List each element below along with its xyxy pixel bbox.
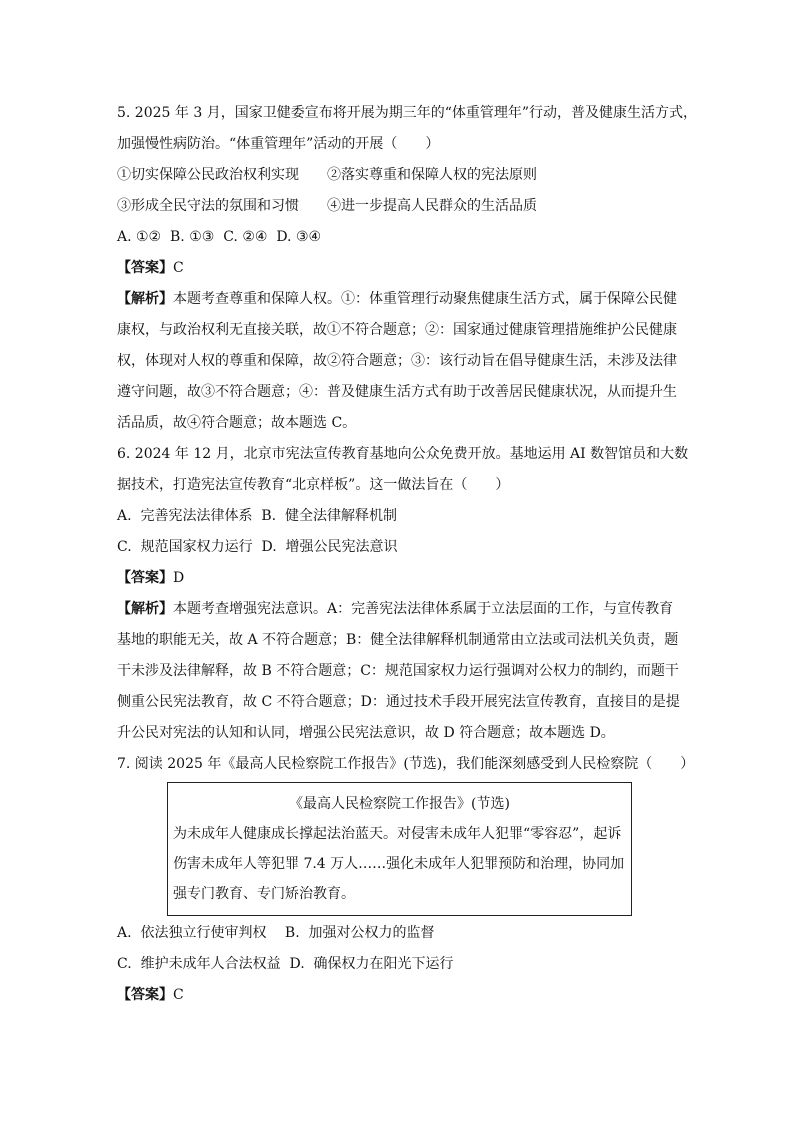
question-stem: 5. 2025 年 3 月，国家卫健委宣布将开展为期三年的“体重管理年”行动，普及健康生活方式， [117, 105, 698, 121]
analysis-text: 升公民对宪法的认知和认同，增强公民宪法意识，故 D 符合题意；故本题选 D。 [117, 725, 615, 741]
question-stem: 加强慢性病防治。“体重管理年”活动的开展（ ） [117, 136, 440, 152]
report-excerpt-box [167, 782, 632, 916]
answer-options: A. 依法独立行使审判权 B. 加强对公权力的监督 [117, 925, 435, 941]
analysis-text: 本题考查尊重和保障人权。①：体重管理行动聚焦健康生活方式，属于保障公民健 [173, 291, 677, 307]
answer-value: D [173, 570, 185, 586]
analysis-text: 干未涉及法律解释，故 B 不符合题意；C：规范国家权力运行强调对公权力的制约，而题干 [117, 663, 679, 679]
answer-value: C [173, 260, 184, 276]
analysis-label: 【解析】 [117, 601, 173, 617]
answer-label: 【答案】 [117, 570, 173, 586]
report-title: 《最高人民检察院工作报告》(节选) [289, 796, 510, 812]
question-6 [117, 439, 689, 749]
answer-options: A. 完善宪法法律体系 B. 健全法律解释机制 [117, 508, 397, 524]
answer-options: C. 维护未成年人合法权益 D. 确保权力在阳光下运行 [117, 956, 454, 972]
answer-line [117, 253, 685, 284]
answer-label: 【答案】 [117, 987, 173, 1003]
report-text: 为未成年人健康成长撑起法治蓝天。对侵害未成年人犯罪“零容忍”，起诉 [173, 826, 622, 842]
answer-line [117, 980, 685, 1011]
report-text: 伤害未成年人等犯罪 7.4 万人……强化未成年人犯罪预防和治理，协同加 [173, 856, 625, 872]
analysis-text: 康权，与政治权利无直接关联，故①不符合题意；②：国家通过健康管理措施维护公民健康 [117, 322, 677, 338]
document-page [117, 98, 698, 1011]
analysis-text: 权，体现对人权的尊重和保障，故②符合题意；③：该行动旨在倡导健康生活，未涉及法律 [117, 353, 677, 369]
question-7 [117, 749, 695, 1011]
answer-options: C. 规范国家权力运行 D. 增强公民宪法意识 [117, 539, 398, 555]
answer-label: 【答案】 [117, 260, 173, 276]
analysis-text: 活品质，故④符合题意；故本题选 C。 [117, 415, 357, 431]
statement-items: ①切实保障公民政治权利实现 ②落实尊重和保障人权的宪法原则 [117, 167, 537, 183]
answer-value: C [173, 987, 184, 1003]
question-5 [117, 98, 698, 439]
question-stem: 6. 2024 年 12 月，北京市宪法宣传教育基地向公众免费开放。基地运用 AI 数智馆员和大数 [117, 446, 689, 462]
answer-line [117, 563, 685, 594]
answer-options: A. ①② B. ①③ C. ②④ D. ③④ [117, 229, 322, 245]
analysis-line [117, 284, 685, 315]
analysis-text: 遵守问题，故③不符合题意；④：普及健康生活方式有助于改善居民健康状况，从而提升生 [117, 384, 677, 400]
question-stem: 7. 阅读 2025 年《最高人民检察院工作报告》(节选)，我们能深刻感受到人民检察院（ ） [117, 756, 695, 772]
analysis-text: 本题考查增强宪法意识。A：完善宪法法律体系属于立法层面的工作，与宣传教育 [173, 601, 674, 617]
analysis-line [117, 594, 685, 625]
analysis-label: 【解析】 [117, 291, 173, 307]
statement-items: ③形成全民守法的氛围和习惯 ④进一步提高人民群众的生活品质 [117, 198, 537, 214]
question-stem: 据技术，打造宪法宣传教育“北京样板”。这一做法旨在（ ） [117, 477, 510, 493]
report-text: 强专门教育、专门矫治教育。 [173, 886, 355, 902]
analysis-text: 侧重公民宪法教育，故 C 不符合题意；D：通过技术手段开展宪法宣传教育，直接目的是提 [117, 694, 680, 710]
analysis-text: 基地的职能无关，故 A 不符合题意；B：健全法律解释机制通常由立法或司法机关负责，题 [117, 632, 679, 648]
